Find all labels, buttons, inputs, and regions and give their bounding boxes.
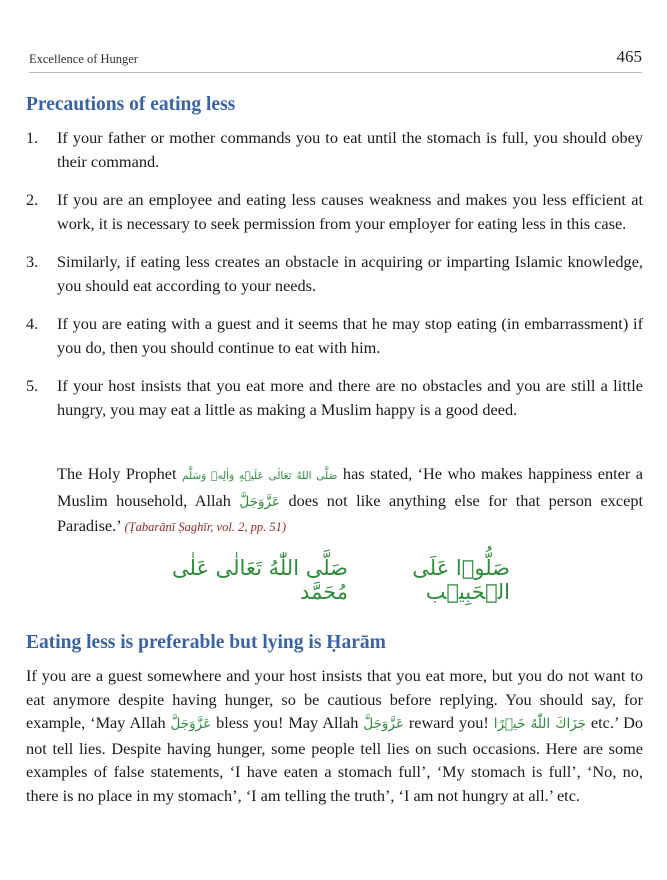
quote-text: The Holy Prophet — [57, 464, 182, 483]
list-item — [26, 188, 643, 235]
hadith-quote-paragraph — [57, 462, 643, 540]
list-number: 4. — [26, 314, 39, 333]
page-number: 465 — [616, 47, 642, 66]
list-item — [26, 126, 643, 173]
salawat-line — [150, 556, 510, 604]
list-item-text: If your father or mother commands you to eat until the stomach is full, you should obey their command. — [57, 128, 643, 171]
list-number: 2. — [26, 190, 39, 209]
list-item — [26, 250, 643, 297]
list-item-text: If you are eating with a guest and it seems that he may stop eating (in embarrassment) if you do, then you should continue to eat with him. — [57, 314, 643, 357]
arabic-azza-wajal: عَزَّوَجَلَّ — [239, 493, 280, 510]
quote-text: does not like anything else for that person except Paradise.’ — [57, 490, 643, 535]
list-item — [26, 374, 643, 421]
chapter-title: Excellence of Hunger — [29, 52, 138, 66]
section-heading-lying-haram: Eating less is preferable but lying is Ḥarām — [26, 632, 386, 653]
arabic-azza-wajal: عَزَّوَجَلَّ — [363, 716, 404, 733]
list-item — [26, 312, 643, 359]
arabic-azza-wajal: عَزَّوَجَلَّ — [170, 716, 212, 733]
arabic-salutation: صَلَّى اللهُ تَعَالٰى عَلَيۡهِ وَاٰلِهٖ وَسَلَّم — [181, 470, 338, 482]
quote-text: has stated, ‘He who makes happiness enter a Muslim household, Allah — [57, 464, 644, 510]
list-number: 5. — [26, 376, 39, 395]
arabic-jazak-allah: جَزَاكَ اللّٰهُ خَيۡرًا — [493, 716, 586, 733]
list-number: 3. — [26, 252, 39, 271]
reference-citation: (Ṭabarānī Ṣaghīr, vol. 2, pp. 51) — [124, 520, 286, 534]
precautions-list — [26, 126, 643, 436]
salawat-left-phrase: صَلَّی اللّٰهُ تَعَالٰی عَلٰی مُحَمَّد — [171, 556, 349, 604]
body-paragraph — [26, 664, 643, 808]
paragraph-text: reward you! — [403, 713, 494, 733]
list-number: 1. — [26, 128, 39, 147]
list-item-text: If you are an employee and eating less causes weakness and makes you less efficient at work, it is necessary to seek permission from your employer for eating less in this case. — [57, 190, 643, 233]
paragraph-text: bless you! May Allah — [211, 713, 364, 733]
section-heading-precautions: Precautions of eating less — [26, 94, 236, 115]
list-item-text: If your host insists that you eat more and there are no obstacles and you are still a little hungry, you may eat a little as making a Muslim happy is a good deed. — [57, 376, 643, 419]
paragraph-text: If you are a guest somewhere and your host insists that you eat more, but you do not want to eat anymore despite having hunger, so be cautious before replying. You should say, for example, ‘May Allah — [26, 666, 643, 733]
salawat-right-phrase: صَلُّوۡا عَلَی الۡحَبِيۡب — [412, 556, 510, 604]
running-header — [29, 44, 642, 73]
paragraph-text: etc.’ Do not tell lies. Despite having hunger, some people tell lies on such occasions. Here are some examples of false statements, ‘I have eaten a stomach full’, ‘My stomach is full’, ‘No, no, there is no place in my stomach’, ‘I am telling the truth’, ‘I am not hungry at all.’ etc. — [26, 713, 644, 805]
list-item-text: Similarly, if eating less creates an obstacle in acquiring or imparting Islamic knowledge, you should eat according to your needs. — [57, 252, 643, 295]
